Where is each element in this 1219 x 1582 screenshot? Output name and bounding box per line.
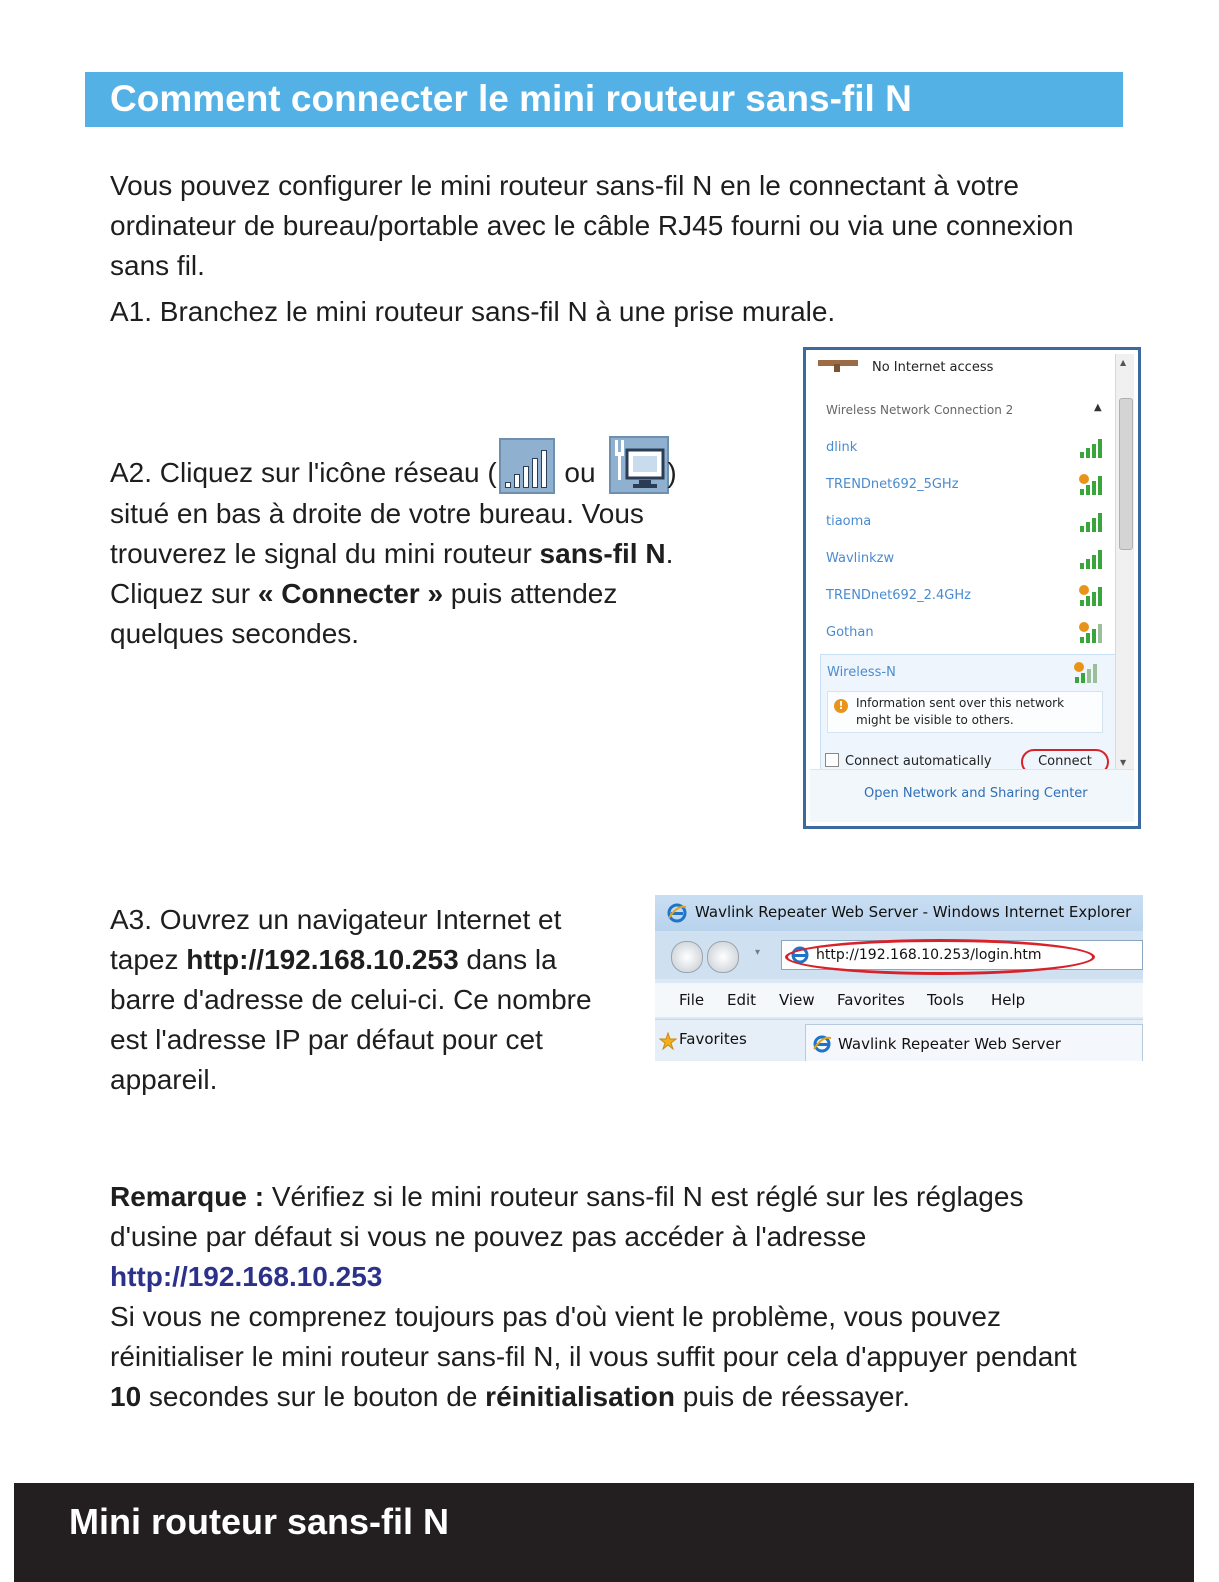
footer-title: Mini routeur sans-fil N: [69, 1501, 450, 1542]
network-item[interactable]: Wavlinkzw: [826, 551, 895, 566]
step-a3-line2: tapez http://192.168.10.253 dans la: [110, 944, 557, 975]
signal-strength-icon: [1078, 436, 1106, 458]
popup-scrollbar[interactable]: [1115, 354, 1134, 774]
browser-tab[interactable]: [805, 1024, 1143, 1061]
note-line4: réinitialiser le mini routeur sans-fil N, il vous suffit pour cela d'appuyer pendant: [110, 1341, 1077, 1372]
popup-footer: [810, 769, 1134, 822]
address-text: http://192.168.10.253/login.htm: [816, 947, 1042, 963]
secured-signal-icon: [1078, 584, 1106, 606]
warning-icon: !: [834, 699, 848, 713]
back-button[interactable]: [671, 941, 703, 973]
wifi-signal-icon: [499, 438, 555, 494]
open-network-center-link[interactable]: Open Network and Sharing Center: [864, 786, 1088, 801]
selected-network[interactable]: [820, 654, 1116, 782]
connect-automatically-checkbox[interactable]: [825, 753, 839, 767]
step-a2-line5: quelques secondes.: [110, 618, 360, 649]
popup-body: [810, 354, 1134, 822]
step-a2-line3: trouverez le signal du mini routeur sans-fil N.: [110, 538, 674, 569]
wired-network-icon: [609, 436, 665, 492]
menu-edit[interactable]: Edit: [727, 991, 757, 1009]
step-a3-line3: barre d'adresse de celui-ci. Ce nombre: [110, 984, 592, 1015]
step-a2-line2: situé en bas à droite de votre bureau. Vous: [110, 498, 644, 529]
scroll-up-icon[interactable]: ▲: [1120, 358, 1127, 367]
step-a2: [110, 436, 750, 654]
history-dropdown-icon[interactable]: ▾: [755, 947, 761, 958]
page-title: Comment connecter le mini routeur sans-fil N: [110, 78, 912, 119]
ie-logo-icon: [667, 903, 687, 923]
scroll-thumb[interactable]: [1119, 398, 1133, 550]
favorites-button[interactable]: Favorites: [679, 1030, 747, 1048]
step-a2-line4: Cliquez sur « Connecter » puis attendez: [110, 578, 618, 609]
scroll-down-icon[interactable]: ▼: [1120, 758, 1127, 767]
security-warning: ! Information sent over this network might be visible to others.: [827, 691, 1103, 733]
connect-automatically-option[interactable]: Connect automatically: [825, 753, 992, 769]
step-a3-line5: appareil.: [110, 1064, 218, 1095]
step-a3-line1: A3. Ouvrez un navigateur Internet et: [110, 904, 562, 935]
note-block: [110, 1177, 1170, 1417]
network-item[interactable]: TRENDnet692_2.4GHz: [826, 588, 971, 603]
footer-bar: [14, 1483, 1194, 1582]
note-line1: Remarque : Vérifiez si le mini routeur sans-fil N est réglé sur les réglages: [110, 1181, 1024, 1212]
connect-button[interactable]: Connect: [1021, 749, 1109, 775]
menu-help[interactable]: Help: [991, 991, 1026, 1009]
default-ip-link[interactable]: http://192.168.10.253: [110, 1261, 383, 1292]
intro-paragraph: Vous pouvez configurer le mini routeur sans-fil N en le connectant à votre ordinateur de bureau/portable avec le câble RJ45 fourni ou via une connexion sans fil.: [110, 170, 1074, 281]
network-item[interactable]: tiaoma: [826, 514, 872, 529]
browser-window-title: Wavlink Repeater Web Server - Windows Internet Explorer: [695, 903, 1132, 921]
selected-network-name: Wireless-N: [827, 665, 896, 680]
browser-screenshot: [655, 895, 1143, 1061]
menu-file[interactable]: File: [679, 991, 705, 1009]
wireless-network-popup: [803, 347, 1141, 829]
note-line5: 10 secondes sur le bouton de réinitialisation puis de réessayer.: [110, 1381, 911, 1412]
network-status-icon: [818, 358, 860, 374]
browser-titlebar: [655, 895, 1143, 931]
step-a2-line1: A2. Cliquez sur l'icône réseau ( ou ): [110, 436, 750, 494]
tab-ie-icon: [812, 1034, 832, 1054]
section-header: [85, 72, 1123, 127]
favorites-bar: [655, 1019, 1143, 1061]
menu-view[interactable]: View: [779, 991, 815, 1009]
network-item[interactable]: Gothan: [826, 625, 874, 640]
connection-section-title: Wireless Network Connection 2: [826, 403, 1014, 417]
step-a3: [110, 900, 640, 1100]
status-text: No Internet access: [872, 360, 994, 375]
favorites-star-icon: [659, 1032, 677, 1050]
secured-signal-icon: [1078, 621, 1106, 643]
network-item[interactable]: TRENDnet692_5GHz: [826, 477, 959, 492]
address-highlight-oval: [785, 939, 1095, 975]
menu-favorites[interactable]: Favorites: [837, 991, 905, 1009]
step-a3-line4: est l'adresse IP par défaut pour cet: [110, 1024, 543, 1055]
step-a1: A1. Branchez le mini routeur sans-fil N à une prise murale.: [110, 296, 836, 327]
browser-menubar: [655, 983, 1143, 1017]
secured-signal-icon: [1078, 473, 1106, 495]
forward-button[interactable]: [707, 941, 739, 973]
note-line3: Si vous ne comprenez toujours pas d'où vient le problème, vous pouvez: [110, 1301, 1001, 1332]
network-item[interactable]: dlink: [826, 440, 858, 455]
tab-title: Wavlink Repeater Web Server: [838, 1035, 1061, 1053]
secured-signal-icon: [1073, 661, 1101, 683]
note-line2: d'usine par défaut si vous ne pouvez pas accéder à l'adresse: [110, 1221, 867, 1252]
menu-tools[interactable]: Tools: [927, 991, 964, 1009]
signal-strength-icon: [1078, 547, 1106, 569]
signal-strength-icon: [1078, 510, 1106, 532]
collapse-icon[interactable]: ▲: [1094, 402, 1102, 413]
